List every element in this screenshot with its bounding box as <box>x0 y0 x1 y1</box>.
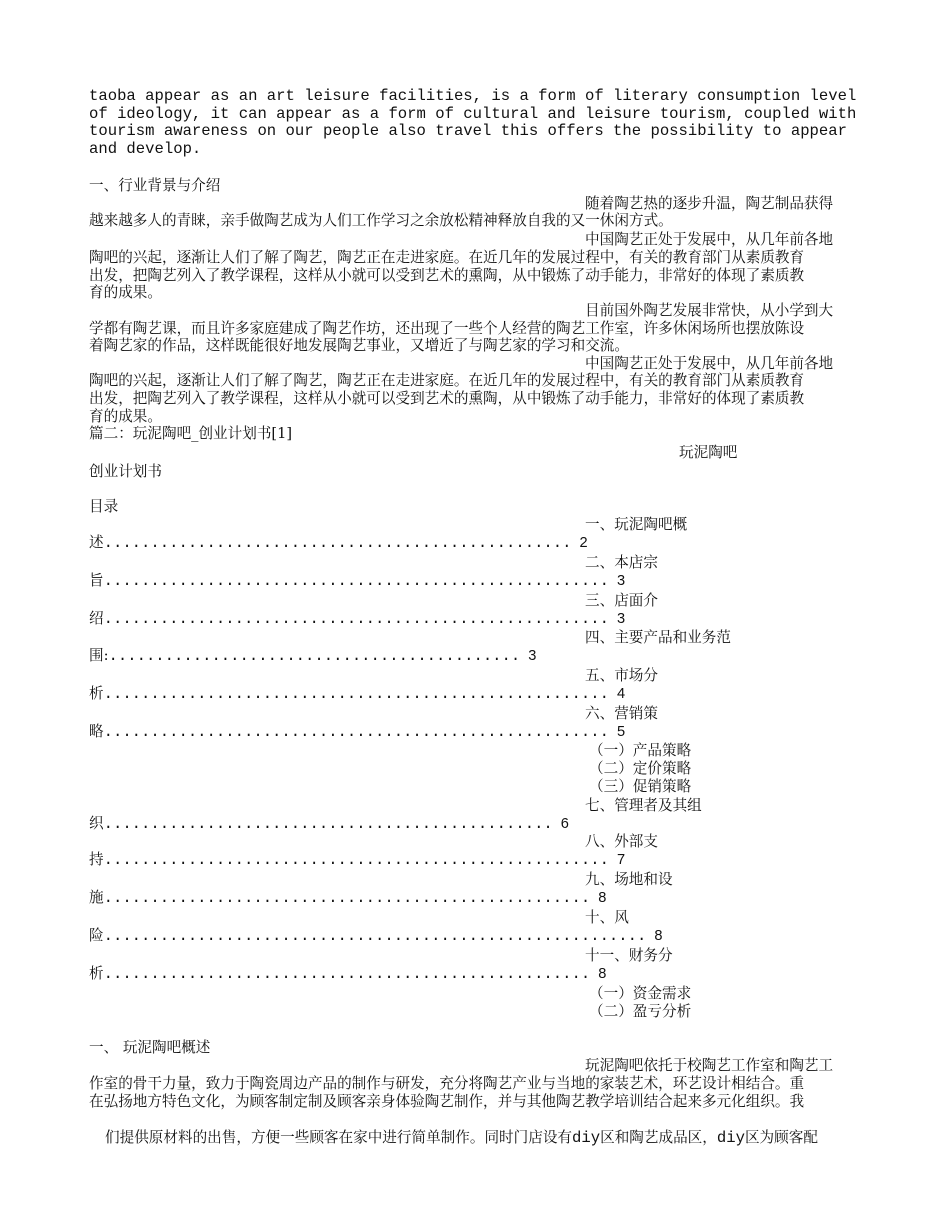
toc-entry-leader[interactable] <box>89 965 606 983</box>
paragraph-line: 育的成果。 <box>89 284 162 301</box>
text-run-latin: diy <box>572 1129 601 1147</box>
toc-entry-title[interactable]: 七、管理者及其组 <box>585 797 702 814</box>
toc-dot-leader: .......................................................... <box>103 927 647 945</box>
toc-entry-title[interactable]: 九、场地和设 <box>585 871 673 888</box>
toc-dot-leader: ...................................................... <box>103 685 609 703</box>
toc-page-number: 2 <box>579 535 588 551</box>
paragraph-line: 在弘扬地方特色文化，为顾客制定制及顾客亲身体验陶艺制作，并与其他陶艺教学培训结合起来多元化组织。我 <box>89 1093 805 1110</box>
toc-page-number: 8 <box>598 966 607 982</box>
toc-dot-leader: ...................................................... <box>103 851 609 869</box>
plan-title-line1: 玩泥陶吧 <box>679 444 738 461</box>
toc-subitem[interactable]: （一）资金需求 <box>589 985 692 1002</box>
plan-title-line2: 创业计划书 <box>89 463 162 480</box>
toc-entry-tail: 旨 <box>89 572 104 589</box>
intro-line: of ideology, it can appear as a form of cultural and leisure tourism, coupled with <box>89 105 857 123</box>
toc-entry-title[interactable]: 二、本店宗 <box>585 554 658 571</box>
toc-entry-title[interactable]: 一、玩泥陶吧概 <box>585 516 688 533</box>
toc-entry-tail: 析 <box>89 685 104 702</box>
toc-entry-tail: 述 <box>89 534 104 551</box>
toc-entry-tail: 持 <box>89 851 104 868</box>
paragraph-first-line: 目前国外陶艺发展非常快，从小学到大 <box>585 302 834 319</box>
paragraph-line: 作室的骨干力量，致力于陶瓷周边产品的制作与研发，充分将陶艺产业与当地的家装艺术，环艺设计相结合。重 <box>89 1075 805 1092</box>
toc-page-number: 7 <box>616 852 626 868</box>
toc-entry-tail: 险 <box>89 927 104 944</box>
toc-page-number: 8 <box>598 890 607 906</box>
toc-entry-leader[interactable] <box>89 572 625 590</box>
toc-page-number: 4 <box>616 686 626 702</box>
toc-dot-leader: ............................................ <box>108 647 521 665</box>
toc-entry-tail: 施 <box>89 889 104 906</box>
toc-entry-tail: 析 <box>89 965 104 982</box>
toc-page-number: 3 <box>616 573 626 589</box>
toc-entry-leader[interactable] <box>89 927 663 945</box>
paragraph-line: 学都有陶艺课，而且许多家庭建成了陶艺作坊，还出现了一些个人经营的陶艺工作室，许多休闲场所也摆放陈设 <box>89 320 805 337</box>
paragraph-first-line: 随着陶艺热的逐步升温，陶艺制品获得 <box>585 195 834 212</box>
toc-entry-title[interactable]: 十、风 <box>585 909 629 926</box>
toc-entry-leader[interactable] <box>89 851 625 869</box>
toc-page-number: 3 <box>528 648 537 664</box>
toc-entry-leader[interactable] <box>89 534 588 552</box>
section-heading: 一、行业背景与介绍 <box>89 177 221 194</box>
toc-entry-tail: 绍 <box>89 610 104 627</box>
paragraph-line <box>89 1111 818 1165</box>
toc-subitem[interactable]: （二）盈亏分析 <box>589 1003 692 1020</box>
toc-entry-title[interactable]: 五、市场分 <box>585 667 658 684</box>
toc-page-number: 6 <box>560 816 569 832</box>
toc-entry-title[interactable]: 四、主要产品和业务范 <box>585 629 731 646</box>
toc-entry-tail: 围: <box>89 647 109 664</box>
paragraph-first-line: 玩泥陶吧依托于校陶艺工作室和陶艺工 <box>585 1057 834 1074</box>
toc-page-number: 8 <box>654 928 663 944</box>
toc-entry-title[interactable]: 六、营销策 <box>585 705 658 722</box>
toc-dot-leader: .................................................... <box>103 965 591 983</box>
toc-page-number: 5 <box>616 724 626 740</box>
paragraph-line: 出发，把陶艺列入了教学课程，这样从小就可以受到艺术的熏陶，从中锻炼了动手能力，非常好的体现了素质教 <box>89 390 805 407</box>
toc-entry-title[interactable]: 十一、财务分 <box>585 947 673 964</box>
paragraph-first-line: 中国陶艺正处于发展中，从几年前各地 <box>585 231 834 248</box>
toc-entry-leader[interactable] <box>89 723 625 741</box>
toc-subitem[interactable]: （二）定价策略 <box>589 760 692 777</box>
paragraph-line: 陶吧的兴起，逐渐让人们了解了陶艺，陶艺正在走进家庭。在近几年的发展过程中，有关的教育部门从素质教育 <box>89 249 805 266</box>
toc-entry-tail: 织 <box>89 815 104 832</box>
intro-line: tourism awareness on our people also travel this offers the possibility to appear <box>89 122 847 140</box>
toc-dot-leader: ...................................................... <box>103 723 609 741</box>
intro-line: taoba appear as an art leisure facilities, is a form of literary consumption level <box>89 87 857 105</box>
toc-subitem[interactable]: （三）促销策略 <box>589 778 692 795</box>
toc-dot-leader: ...................................................... <box>103 572 609 590</box>
toc-entry-leader[interactable] <box>89 889 606 907</box>
toc-entry-leader[interactable] <box>89 815 569 833</box>
part-heading: 篇二：玩泥陶吧_创业计划书[1] <box>89 425 293 442</box>
toc-entry-leader[interactable] <box>89 647 536 665</box>
text-run: 区为顾客配 <box>744 1129 818 1146</box>
toc-dot-leader: .................................................... <box>103 889 591 907</box>
toc-entry-tail: 略 <box>89 723 104 740</box>
toc-dot-leader: ................................................ <box>103 815 553 833</box>
paragraph-line: 越来越多人的青睐，亲手做陶艺成为人们工作学习之余放松精神释放自我的又一休闲方式。 <box>89 212 673 229</box>
text-run-latin: diy <box>716 1129 745 1147</box>
paragraph-first-line: 中国陶艺正处于发展中，从几年前各地 <box>585 355 834 372</box>
paragraph-line: 陶吧的兴起，逐渐让人们了解了陶艺，陶艺正在走进家庭。在近几年的发展过程中，有关的教育部门从素质教育 <box>89 372 805 389</box>
toc-page-number: 3 <box>616 611 626 627</box>
paragraph-line: 出发，把陶艺列入了教学课程，这样从小就可以受到艺术的熏陶，从中锻炼了动手能力，非常好的体现了素质教 <box>89 267 805 284</box>
toc-label: 目录 <box>89 498 119 515</box>
toc-entry-leader[interactable] <box>89 685 625 703</box>
section-heading: 一、 玩泥陶吧概述 <box>89 1039 211 1056</box>
toc-entry-leader[interactable] <box>89 610 625 628</box>
toc-entry-title[interactable]: 八、外部支 <box>585 833 658 850</box>
intro-line: and develop. <box>89 140 202 158</box>
toc-dot-leader: .................................................. <box>103 534 572 552</box>
paragraph-line: 着陶艺家的作品，这样既能很好地发展陶艺事业，又增近了与陶艺家的学习和交流。 <box>89 337 629 354</box>
paragraph-line: 育的成果。 <box>89 408 162 425</box>
text-run: 区和陶艺成品区， <box>600 1129 717 1146</box>
toc-subitem[interactable]: （一）产品策略 <box>589 742 692 759</box>
toc-entry-title[interactable]: 三、店面介 <box>585 592 658 609</box>
toc-dot-leader: ...................................................... <box>103 610 609 628</box>
text-run: 们提供原材料的出售，方便一些顾客在家中进行简单制作。同时门店设有 <box>105 1129 573 1146</box>
